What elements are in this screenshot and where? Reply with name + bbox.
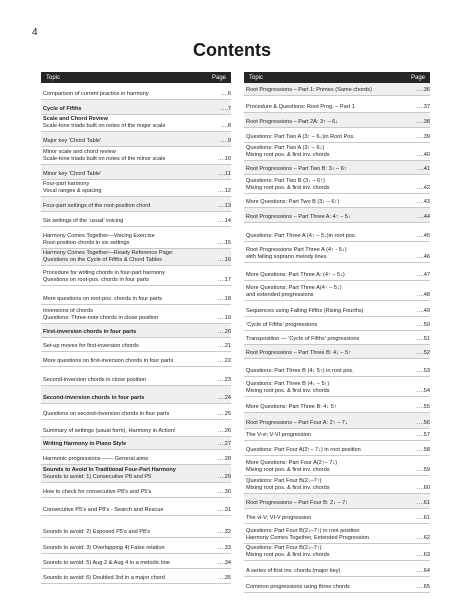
toc-page-number: ….63: [416, 552, 430, 558]
page-title: Contents: [193, 40, 271, 60]
toc-row: [244, 281, 430, 301]
toc-topic: [246, 336, 396, 343]
toc-topic-line: Transposition — ‘Cycle of Fifths’ progressions: [246, 336, 360, 342]
toc-topic-line: Questions: Part Four B(2↓–7↑): [246, 545, 322, 551]
toc-row: [244, 208, 430, 223]
toc-row: [41, 212, 231, 227]
toc-row: [244, 577, 430, 593]
toc-topic: [246, 285, 396, 299]
toc-topic-line: More Questions: Part Three A: (4↑ – 5↓): [246, 272, 345, 278]
toc-topic: [246, 584, 396, 591]
toc-topic: [246, 247, 396, 261]
toc-topic-line: Scale-tone triads built on notes of the minor scale: [43, 156, 166, 162]
toc-topic-line: Questions: Part Three B (4↓ 5↑) in root pos.: [246, 368, 354, 374]
toc-topic-line: Root Progressions – Part Two B: 3↓ – 6↑: [246, 166, 347, 172]
toc-topic: [43, 218, 197, 225]
toc-page-number: ….15: [217, 240, 231, 246]
toc-row: [244, 175, 430, 194]
toc-topic: [43, 428, 197, 435]
toc-topic-line: Sounds to avoid: 2) Exposed P5’s and P8’s: [43, 529, 151, 535]
toc-row: [244, 113, 430, 128]
toc-topic-line: Summary of settings (usual form), Harmony in Action!: [43, 428, 176, 434]
toc-topic-line: ‘Cycle of Fifths’ progressions: [246, 322, 318, 328]
toc-page-number: ….26: [217, 428, 231, 434]
toc-topic-line: A series of first inv. chords (major key): [246, 568, 341, 574]
toc-topic-line: Minor key ‘Chord Table’: [43, 171, 102, 177]
toc-topic-line: Root Progressions – Part Four B: 2↓ – 7↑: [246, 500, 348, 506]
toc-topic-line: Mixing root pos. & first inv. chords: [246, 467, 330, 473]
toc-page-number: ….61: [416, 500, 430, 506]
toc-row: [41, 147, 231, 165]
toc-page-number: ….7: [220, 106, 231, 112]
toc-topic: [246, 104, 396, 111]
toc-topic-line: Sounds to avoid: 5) Aug 2 & Aug 4 in a melodic line: [43, 560, 170, 566]
toc-page-number: ….56: [416, 420, 430, 426]
toc-topic-line: Root Progressions – Part 2A: 3↑ – 6↓: [246, 119, 339, 125]
toc-topic-line: Mixing root pos. & first inv. chords: [246, 485, 330, 491]
toc-topic: [43, 545, 197, 552]
toc-topic: [246, 528, 396, 542]
toc-topic-line: Root Progressions – Part 1: Primes (Same chords): [246, 87, 372, 93]
toc-topic-line: Questions: Three-note chords in close position: [43, 315, 159, 321]
toc-topic: [246, 447, 396, 454]
toc-row: [244, 544, 430, 561]
toc-row: [244, 194, 430, 208]
toc-topic: [246, 515, 396, 522]
toc-page-number: ….51: [416, 336, 430, 342]
toc-page-number: ….40: [416, 152, 430, 158]
toc-row: [244, 223, 430, 242]
toc-topic: [246, 166, 396, 173]
toc-row: [244, 377, 430, 397]
toc-topic: [43, 181, 197, 195]
toc-page-number: ….36: [416, 87, 430, 93]
toc-header: [244, 72, 430, 83]
toc-topic: [246, 87, 396, 94]
toc-topic: [43, 149, 197, 163]
toc-page-number: ….14: [217, 218, 231, 224]
toc-row: [41, 165, 231, 180]
toc-page-number: ….9: [220, 138, 231, 144]
toc-topic-line: Procedure for writing chords in four-part harmony: [43, 270, 165, 276]
toc-topic: [246, 214, 396, 221]
toc-topic: [246, 432, 396, 439]
toc-topic-line: Harmony Comes Together—Voicing Exercise: [43, 233, 155, 239]
toc-topic: [43, 467, 197, 481]
toc-right-rows: [244, 83, 430, 593]
toc-row: [244, 429, 430, 441]
toc-topic-line: Writing Harmony in Piano Style: [43, 441, 127, 447]
toc-row: [41, 324, 231, 338]
toc-topic-line: Questions on the Cycle of Fifths & Chord Tables: [43, 257, 162, 263]
toc-topic: [43, 250, 197, 264]
toc-row: [244, 476, 430, 494]
toc-row: [244, 263, 430, 281]
toc-topic: [43, 308, 197, 322]
toc-row: [244, 242, 430, 263]
toc-topic-line: Common progressions using three chords: [246, 584, 350, 590]
toc-row: [244, 441, 430, 456]
toc-page-number: ….11: [218, 171, 231, 177]
toc-page-number: ….28: [217, 456, 231, 462]
toc-topic-line: Questions: Part Four A(2↑– 7↓) in root position: [246, 447, 361, 453]
toc-page-number: ….65: [416, 584, 430, 590]
toc-topic: [43, 358, 197, 365]
toc-topic-line: Harmony Comes Together—Ready Reference Page:: [43, 250, 174, 256]
toc-topic-line: Sounds to avoid: 1) Consecutive P8 and P5: [43, 474, 152, 480]
toc-topic: [43, 116, 197, 130]
toc-topic-line: Mixing root pos. & first inv. chords: [246, 388, 330, 394]
toc-topic: [43, 395, 197, 402]
toc-topic-line: Questions: Part Two A (3↑ – 6↓)in Root Pos.: [246, 134, 355, 140]
toc-topic-line: Second-inversion chords in four parts: [43, 395, 145, 401]
toc-topic: [246, 420, 396, 427]
toc-row: [41, 404, 231, 420]
toc-header: [41, 72, 231, 83]
toc-row: [41, 437, 231, 450]
toc-topic: [43, 270, 197, 284]
toc-row: [41, 286, 231, 305]
toc-topic-line: Root Progressions Part Three A (4↑ - 5↓): [246, 247, 347, 253]
toc-row: [41, 352, 231, 367]
toc-left-column: [41, 72, 231, 584]
toc-topic-line: Scale and Chord Review: [43, 116, 108, 122]
toc-row: [244, 128, 430, 143]
toc-topic-line: The V-vi; V-VI progression: [246, 432, 311, 438]
toc-page-number: ….45: [416, 233, 430, 239]
page-header: Page: [211, 74, 226, 81]
toc-topic-line: Questions on second-inversion chords in four parts: [43, 411, 170, 417]
toc-topic-line: More Questions: Part Two B (3↓ – 6↑): [246, 199, 340, 205]
toc-page-number: ….13: [217, 203, 231, 209]
toc-page-number: ….49: [416, 308, 430, 314]
toc-topic-line: Questions: Part Four B(2↓–7↑): [246, 478, 322, 484]
toc-page-number: ….44: [416, 214, 430, 220]
toc-page-number: ….41: [416, 166, 430, 172]
toc-topic-line: Sounds to avoid: 6) Doubled 3rd in a major chord: [43, 575, 165, 581]
toc-topic-line: Scale-tone triads built on notes of the major scale: [43, 123, 166, 129]
toc-topic: [246, 478, 396, 492]
toc-row: [244, 96, 430, 113]
toc-topic: [246, 500, 396, 507]
toc-row: [41, 197, 231, 212]
toc-topic: [43, 456, 197, 463]
toc-row: [41, 367, 231, 386]
toc-row: [41, 386, 231, 404]
toc-page-number: ….6: [220, 91, 231, 97]
toc-topic-line: Root Progressions – Part Three B: 4↓ – 5↑: [246, 350, 351, 356]
toc-row: [41, 516, 231, 538]
toc-row: [41, 420, 231, 437]
toc-row: [244, 331, 430, 345]
toc-topic: [43, 296, 197, 303]
toc-row: [41, 465, 231, 483]
toc-row: [41, 538, 231, 554]
toc-page-number: ….47: [416, 272, 430, 278]
toc-row: [41, 554, 231, 569]
toc-row: [244, 456, 430, 476]
toc-topic-line: Questions: Part Three A (4↑ – 5↓)in root pos.: [246, 233, 357, 239]
toc-topic-line: More Questions: Part Four A(2↑– 7↓): [246, 460, 338, 466]
toc-page-number: ….8: [220, 123, 231, 129]
toc-topic-line: Questions on root-pos. chords in four parts: [43, 277, 150, 283]
toc-topic-line: Mixing root pos. & first inv. chords: [246, 185, 330, 191]
toc-topic: [43, 575, 197, 582]
toc-topic-line: Sounds to Avoid In Traditional Four-Part Harmony: [43, 467, 176, 473]
toc-left-rows: [41, 83, 231, 584]
toc-topic: [43, 91, 197, 98]
topic-header: Topic: [249, 74, 264, 81]
toc-row: [41, 569, 231, 584]
toc-topic-line: Questions: Part Two A (3↑ – 6↓): [246, 145, 325, 151]
toc-page-number: ….12: [217, 188, 231, 194]
toc-page-number: ….34: [217, 560, 231, 566]
toc-topic: [43, 233, 197, 247]
toc-page-number: ….58: [416, 447, 430, 453]
toc-row: [41, 483, 231, 498]
toc-topic-line: Harmonic progressions —— General aims: [43, 456, 149, 462]
toc-page-number: ….59: [416, 467, 430, 473]
toc-topic-line: Vocal ranges & spacing: [43, 188, 102, 194]
toc-row: [244, 317, 430, 331]
toc-row: [244, 413, 430, 429]
toc-topic-line: Cycle of Fifths: [43, 106, 82, 112]
toc-row: [41, 450, 231, 465]
toc-topic: [246, 178, 396, 192]
toc-topic-line: Consecutive P5’s and P8’s - Search and Rescue: [43, 507, 164, 513]
toc-page-number: ….50: [416, 322, 430, 328]
toc-topic: [246, 460, 396, 474]
toc-page-number: ….16: [217, 257, 231, 263]
toc-topic: [246, 134, 396, 141]
toc-row: [244, 143, 430, 161]
toc-page-number: ….43: [416, 199, 430, 205]
toc-topic: [246, 199, 396, 206]
toc-topic-line: Sequences using Falling Fifths (Rising Fourths): [246, 308, 364, 314]
toc-topic-line: Root Progressions – Part Four A: 2↑ – 7↓: [246, 420, 348, 426]
toc-page-number: ….46: [416, 254, 430, 260]
toc-topic-line: First-inversion chords in four parts: [43, 329, 137, 335]
toc-row: [41, 132, 231, 147]
toc-topic-line: and extended progressions: [246, 292, 314, 298]
toc-topic-line: Questions: Part Two B (3↓ – 6↑): [246, 178, 325, 184]
toc-page-number: ….20: [217, 329, 231, 335]
toc-topic: [43, 171, 197, 178]
toc-page-number: ….19: [217, 315, 231, 321]
toc-topic: [246, 368, 396, 375]
toc-row: [41, 338, 231, 352]
toc-row: [244, 301, 430, 317]
page-header: Page: [410, 74, 425, 81]
toc-topic-line: Set-up moves for first-inversion chords: [43, 343, 139, 349]
toc-page-number: ….29: [217, 474, 231, 480]
toc-right-column: [244, 72, 430, 593]
toc-row: [41, 305, 231, 324]
toc-page-number: ….52: [416, 350, 430, 356]
toc-page-number: ….21: [217, 343, 231, 349]
toc-topic-line: More Questions: Part Three B: 4↓ 5↑: [246, 404, 337, 410]
toc-page-number: ….32: [217, 529, 231, 535]
topic-header: Topic: [46, 74, 61, 81]
toc-topic-line: Minor scale and chord review: [43, 149, 116, 155]
toc-topic-line: More questions on first-inversion chords in four parts: [43, 358, 174, 364]
toc-row: [244, 494, 430, 509]
toc-page-number: ….33: [217, 545, 231, 551]
toc-topic-line: Questions: Part Four B(2↓–7↑) in root position: [246, 528, 360, 534]
toc-topic: [246, 233, 396, 240]
toc-topic-line: Procedure & Questions: Root Prog. – Part 1: [246, 104, 355, 110]
toc-row: [41, 83, 231, 100]
toc-topic-line: More Questions: Part Three A(4↑ – 5↓): [246, 285, 342, 291]
toc-row: [41, 266, 231, 286]
toc-page-number: ….35: [217, 575, 231, 581]
toc-topic-line: The vi-V; VI-V progression: [246, 515, 312, 521]
toc-topic: [43, 411, 197, 418]
toc-page-number: ….61: [416, 515, 430, 521]
toc-topic-line: Mixing root pos. & first inv. chords: [246, 552, 330, 558]
toc-page-number: ….53: [416, 368, 430, 374]
toc-topic: [246, 308, 396, 315]
toc-topic-line: with falling soprano melody lines: [246, 254, 327, 260]
toc-topic: [43, 560, 197, 567]
toc-topic-line: Four-part harmony: [43, 181, 90, 187]
toc-page-number: ….57: [416, 432, 430, 438]
toc-topic: [43, 441, 197, 448]
toc-page-number: ….25: [217, 411, 231, 417]
toc-topic: [43, 203, 197, 210]
toc-topic: [43, 529, 197, 536]
toc-topic: [43, 489, 197, 496]
toc-topic-line: Root Progressions – Part Three A: 4↑ – 5↓: [246, 214, 351, 220]
toc-topic: [246, 545, 396, 559]
toc-topic: [43, 377, 197, 384]
toc-topic-line: Four-part settings of the root-position chord: [43, 203, 151, 209]
toc-page-number: ….24: [217, 395, 231, 401]
toc-topic: [246, 404, 396, 411]
toc-page-number: ….17: [217, 277, 231, 283]
toc-row: [244, 83, 430, 96]
toc-row: [244, 524, 430, 544]
toc-row: [41, 100, 231, 115]
toc-topic: [246, 322, 396, 329]
toc-page-number: ….60: [416, 485, 430, 491]
toc-topic-line: Harmony Comes Together, Extended Progression: [246, 535, 370, 541]
toc-topic-line: Six settings of the ‘usual’ voicing: [43, 218, 124, 224]
toc-topic: [246, 119, 396, 126]
toc-topic-line: Major key ‘Chord Table’: [43, 138, 102, 144]
toc-row: [244, 359, 430, 377]
toc-topic: [43, 329, 197, 336]
toc-page-number: ….10: [217, 156, 231, 162]
toc-page-number: ….48: [416, 292, 430, 298]
toc-row: [244, 345, 430, 359]
toc-page-number: ….23: [217, 377, 231, 383]
toc-page-number: ….42: [416, 185, 430, 191]
toc-page-number: ….30: [217, 489, 231, 495]
toc-row: [244, 397, 430, 413]
toc-page-number: ….55: [416, 404, 430, 410]
toc-page-number: ….54: [416, 388, 430, 394]
toc-topic-line: Comparison of current practice in harmony: [43, 91, 149, 97]
toc-topic: [43, 106, 197, 113]
toc-topic: [246, 381, 396, 395]
toc-topic: [43, 138, 197, 145]
toc-row: [41, 227, 231, 249]
toc-row: [244, 561, 430, 577]
toc-page-number: ….39: [416, 134, 430, 140]
toc-page-number: ….62: [416, 535, 430, 541]
toc-row: [41, 249, 231, 266]
toc-page-number: ….38: [416, 119, 430, 125]
toc-topic: [43, 343, 197, 350]
toc-page-number: ….18: [217, 296, 231, 302]
toc-topic-line: Second-inversion chords in close position: [43, 377, 146, 383]
toc-topic: [246, 350, 396, 357]
toc-row: [41, 180, 231, 197]
toc-row: [41, 498, 231, 516]
page-number: 4: [32, 27, 38, 38]
toc-topic-line: Mixing root pos. & first inv. chords: [246, 152, 330, 158]
toc-topic: [246, 272, 396, 279]
toc-row: [41, 115, 231, 132]
toc-topic: [43, 507, 197, 514]
toc-topic-line: Inversions of chords: [43, 308, 94, 314]
toc-topic: [246, 568, 396, 575]
toc-page-number: ….64: [416, 568, 430, 574]
toc-topic-line: Root-position chords in six settings: [43, 240, 130, 246]
toc-topic-line: Questions: Part Three B (4↓ – 5↑): [246, 381, 330, 387]
toc-topic-line: Sounds to avoid: 3) Overlapping 4) False relation: [43, 545, 165, 551]
toc-topic-line: How to check for consecutive P8’s and P5’s: [43, 489, 152, 495]
toc-page-number: ….31: [217, 507, 231, 513]
toc-page-number: ….37: [416, 104, 430, 110]
toc-page-number: ….22: [217, 358, 231, 364]
toc-topic-line: More questions on root-pos. chords in four parts: [43, 296, 163, 302]
toc-row: [244, 509, 430, 524]
toc-page-number: ….27: [217, 441, 231, 447]
toc-row: [244, 161, 430, 175]
toc-topic: [246, 145, 396, 159]
